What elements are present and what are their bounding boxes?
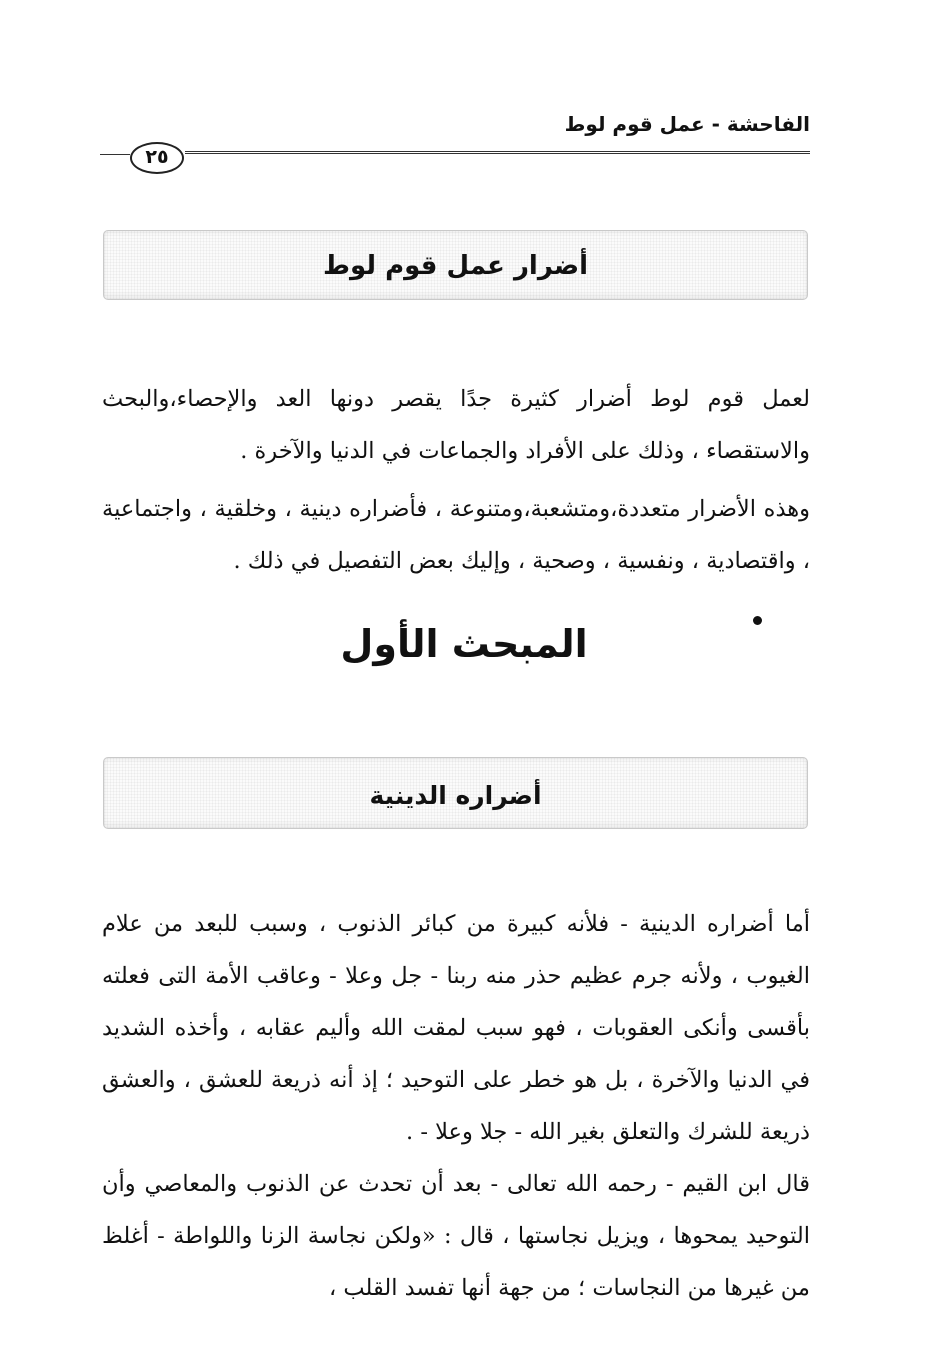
body-paragraph-1: أما أضراره الدينية - فلأنه كبيرة من كبائر الذنوب ، وسبب للبعد من علام الغيوب ، ولأنه جرم عظيم حذر منه ربنا - جل وعلا - وعاقب الأمة التى فعلته بأقسى وأنكى العقوبات ، فهو سبب لمقت الله وأليم عقابه ، وأخذه الشديد في الدنيا والآخرة ، بل هو خطر على التوحيد ؛ إذ أنه ذريعة للعشق ، والعشق ذريعة للشرك والتعلق بغير الله - جلا وعلا - . xyxy=(102,910,810,1145)
chapter-heading: المبحث الأول xyxy=(340,622,588,666)
subsection-heading-box xyxy=(103,757,808,829)
header-rule-left xyxy=(100,154,130,155)
subsection-heading: أضراره الدينية xyxy=(369,781,542,810)
body-paragraph-2: قال ابن القيم - رحمه الله تعالى - بعد أن تحدث عن الذنوب والمعاصي وأن التوحيد يمحوها ، ويزيل نجاستها ، قال : «ولكن نجاسة الزنا واللواطة - أغلظ من غيرها من النجاسات ؛ من جهة أنها تفسد القلب ، xyxy=(102,1170,810,1301)
section-heading: أضرار عمل قوم لوط xyxy=(322,251,589,281)
intro-paragraph-1: لعمل قوم لوط أضرار كثيرة جدًا يقصر دونها العد والإحصاء،والبحث والاستقصاء ، وذلك على الأفراد والجماعات في الدنيا والآخرة . xyxy=(102,385,810,464)
running-header-title: الفاحشة - عمل قوم لوط xyxy=(564,112,810,136)
section-heading-box xyxy=(103,230,808,300)
intro-paragraph-2: وهذه الأضرار متعددة،ومتشعبة،ومتنوعة ، فأضراره دينية ، وخلقية ، واجتماعية ، واقتصادية ، ونفسية ، وصحية ، وإليك بعض التفصيل في ذلك . xyxy=(102,495,810,574)
header-rule xyxy=(185,151,810,154)
page-number: ٢٥ xyxy=(130,142,184,174)
